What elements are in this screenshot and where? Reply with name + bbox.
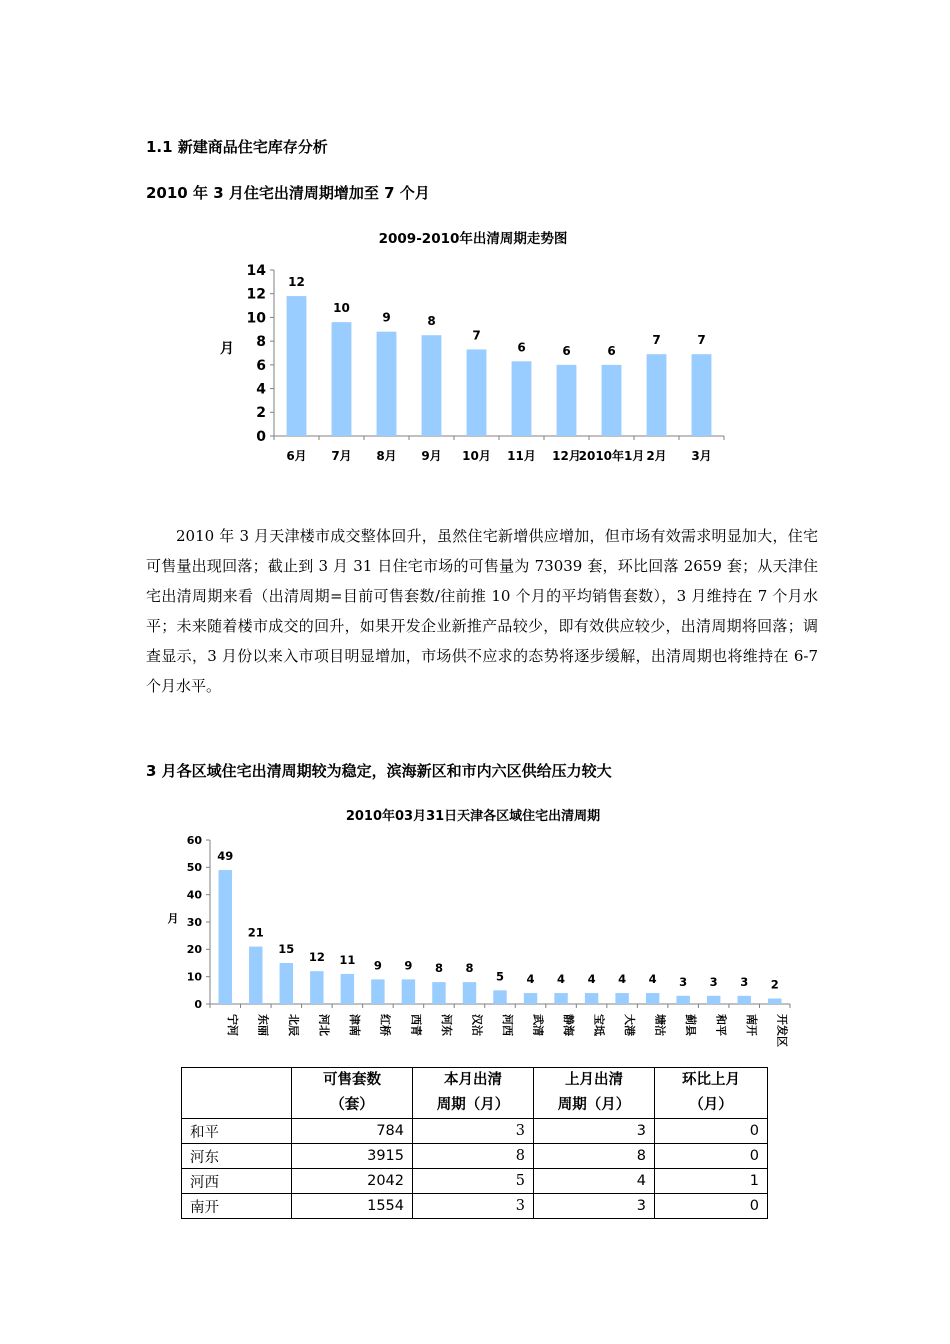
bar bbox=[280, 963, 293, 1004]
table-header-row bbox=[182, 1068, 768, 1119]
cell-district: 河东 bbox=[182, 1144, 292, 1169]
paragraph-text: 2010 年 3 月天津楼市成交整体回升，虽然住宅新增供应增加，但市场有效需求明显加大，住宅可售量出现回落；截止到 3 月 31 日住宅市场的可售量为 73039 套，环比回落 2659 套；从天津住宅出清周期来看（出清周期=目前可售套数/往前推 10 个月的平均销售套数），3 月维持在 7 个月水平；未来随着楼市成交的回升，如果开发企业新推产品较少，即有效供应较少，出清周期将回落；调查显示，3 月份以来入市项目明显增加，市场供不应求的态势将逐步缓解，出清周期也将维持在 6-7 个月水平。 bbox=[146, 527, 818, 695]
bar bbox=[554, 993, 567, 1004]
x-tick-label: 红桥 bbox=[378, 1014, 392, 1036]
header-last-month bbox=[534, 1068, 655, 1119]
bar bbox=[402, 979, 415, 1004]
x-tick-label: 11月 bbox=[507, 449, 536, 463]
bar bbox=[647, 354, 667, 436]
x-tick-label: 宝坻 bbox=[592, 1014, 606, 1036]
x-tick-label: 2月 bbox=[646, 449, 667, 463]
cell-available: 3915 bbox=[292, 1144, 413, 1169]
x-tick-label: 2010年1月 bbox=[578, 449, 645, 463]
bar bbox=[557, 365, 577, 436]
bar bbox=[332, 322, 352, 436]
data-label: 49 bbox=[217, 849, 234, 864]
bar bbox=[341, 974, 354, 1004]
cell-this-month: 8 bbox=[413, 1144, 534, 1169]
cell-mom: 0 bbox=[655, 1194, 768, 1219]
y-tick-label: 50 bbox=[186, 861, 202, 875]
data-label: 4 bbox=[526, 972, 535, 987]
data-label: 12 bbox=[308, 950, 325, 965]
chart-title: 2010年03月31日天津各区域住宅出清周期 bbox=[345, 809, 601, 824]
x-tick-label: 7月 bbox=[331, 449, 352, 463]
x-tick-label: 12月 bbox=[552, 449, 581, 463]
bar bbox=[602, 365, 622, 436]
header-line: 周期（月） bbox=[436, 1097, 510, 1113]
data-label: 4 bbox=[618, 972, 627, 987]
bar bbox=[768, 999, 781, 1004]
trend-chart bbox=[200, 222, 740, 477]
header-line: 可售套数 bbox=[323, 1072, 381, 1088]
cell-mom: 0 bbox=[655, 1144, 768, 1169]
y-tick-label: 4 bbox=[256, 381, 266, 398]
table-row bbox=[182, 1194, 768, 1219]
cell-last-month: 8 bbox=[534, 1144, 655, 1169]
bar bbox=[377, 332, 397, 436]
x-tick-label: 宁河 bbox=[226, 1014, 240, 1036]
x-tick-label: 河北 bbox=[317, 1014, 331, 1036]
header-line: （套） bbox=[330, 1097, 374, 1113]
table-row bbox=[182, 1119, 768, 1144]
cell-mom: 0 bbox=[655, 1119, 768, 1144]
data-label: 12 bbox=[288, 275, 305, 290]
bar bbox=[615, 993, 628, 1004]
data-label: 10 bbox=[333, 301, 350, 316]
x-tick-label: 东丽 bbox=[256, 1014, 270, 1036]
x-tick-label: 开发区 bbox=[775, 1014, 789, 1047]
y-tick-label: 10 bbox=[186, 970, 202, 984]
data-label: 6 bbox=[607, 343, 616, 358]
header-line: 上月出清 bbox=[565, 1072, 623, 1088]
data-label: 9 bbox=[382, 310, 391, 325]
y-tick-label: 20 bbox=[186, 943, 202, 957]
header-this-month bbox=[413, 1068, 534, 1119]
x-tick-label: 北辰 bbox=[287, 1014, 301, 1036]
header-mom bbox=[655, 1068, 768, 1119]
data-label: 15 bbox=[278, 942, 295, 956]
data-label: 7 bbox=[697, 333, 706, 348]
header-line: 周期（月） bbox=[557, 1097, 631, 1113]
cell-available: 1554 bbox=[292, 1194, 413, 1219]
data-label: 7 bbox=[652, 333, 661, 348]
data-label: 6 bbox=[517, 340, 526, 355]
y-tick-label: 12 bbox=[246, 286, 266, 303]
x-tick-label: 6月 bbox=[286, 449, 307, 463]
x-tick-label: 静海 bbox=[561, 1014, 575, 1036]
bar bbox=[524, 993, 537, 1004]
x-tick-label: 大港 bbox=[622, 1014, 636, 1036]
x-tick-label: 河东 bbox=[439, 1014, 453, 1036]
heading-clearance-period: 2010 年 3 月住宅出清周期增加至 7 个月 bbox=[146, 184, 430, 202]
cell-mom: 1 bbox=[655, 1169, 768, 1194]
data-label: 21 bbox=[247, 925, 264, 940]
y-axis-label: 月 bbox=[167, 912, 179, 925]
bar bbox=[467, 349, 487, 436]
data-label: 4 bbox=[648, 972, 657, 987]
data-label: 7 bbox=[472, 328, 481, 343]
cell-available: 2042 bbox=[292, 1169, 413, 1194]
analysis-paragraph bbox=[146, 521, 818, 701]
y-tick-label: 6 bbox=[256, 357, 266, 374]
y-tick-label: 40 bbox=[186, 888, 202, 902]
section-title: 1.1 新建商品住宅库存分析 bbox=[146, 138, 328, 156]
x-tick-label: 10月 bbox=[462, 449, 491, 463]
bar bbox=[737, 996, 750, 1004]
bar bbox=[585, 993, 598, 1004]
y-tick-label: 14 bbox=[246, 262, 266, 279]
data-label: 2 bbox=[770, 977, 779, 992]
bar bbox=[249, 947, 262, 1004]
cell-this-month: 5 bbox=[413, 1169, 534, 1194]
y-tick-label: 60 bbox=[186, 833, 202, 847]
bar bbox=[493, 990, 506, 1004]
header-blank bbox=[182, 1068, 292, 1119]
x-tick-label: 河西 bbox=[500, 1014, 514, 1036]
data-label: 9 bbox=[373, 958, 382, 973]
data-label: 3 bbox=[709, 974, 718, 989]
bar bbox=[646, 993, 659, 1004]
data-label: 4 bbox=[557, 972, 566, 987]
table-row bbox=[182, 1144, 768, 1169]
header-available bbox=[292, 1068, 413, 1119]
district-chart bbox=[160, 800, 800, 1062]
x-tick-label: 3月 bbox=[691, 449, 712, 463]
x-tick-label: 蓟县 bbox=[684, 1014, 698, 1036]
y-tick-label: 0 bbox=[256, 428, 266, 445]
cell-available: 784 bbox=[292, 1119, 413, 1144]
header-line: 本月出清 bbox=[444, 1072, 502, 1088]
data-label: 8 bbox=[427, 314, 436, 329]
y-tick-label: 8 bbox=[256, 334, 266, 351]
data-label: 11 bbox=[339, 952, 356, 967]
bar bbox=[463, 982, 476, 1004]
x-tick-label: 8月 bbox=[376, 449, 397, 463]
x-tick-label: 武清 bbox=[531, 1014, 545, 1036]
y-tick-label: 10 bbox=[246, 310, 266, 327]
cell-last-month: 4 bbox=[534, 1169, 655, 1194]
x-tick-label: 塘沽 bbox=[653, 1014, 667, 1036]
cell-this-month: 3 bbox=[413, 1119, 534, 1144]
bar bbox=[422, 335, 442, 436]
bar bbox=[219, 870, 232, 1004]
header-line: （月） bbox=[689, 1097, 733, 1113]
bar bbox=[287, 296, 307, 436]
x-tick-label: 汉沽 bbox=[470, 1014, 484, 1036]
chart-title: 2009-2010年出清周期走势图 bbox=[378, 231, 568, 247]
x-tick-label: 和平 bbox=[714, 1014, 728, 1036]
y-axis-label: 月 bbox=[220, 341, 234, 357]
data-label: 8 bbox=[434, 961, 443, 976]
data-label: 6 bbox=[562, 343, 571, 358]
header-line: 环比上月 bbox=[682, 1072, 740, 1088]
data-label: 8 bbox=[465, 961, 474, 976]
x-tick-label: 西青 bbox=[409, 1014, 423, 1036]
bar bbox=[512, 361, 532, 436]
bar bbox=[692, 354, 712, 436]
data-label: 3 bbox=[679, 974, 688, 989]
cell-this-month: 3 bbox=[413, 1194, 534, 1219]
bar bbox=[676, 996, 689, 1004]
data-label: 4 bbox=[587, 972, 596, 987]
x-tick-label: 9月 bbox=[421, 449, 442, 463]
cell-district: 南开 bbox=[182, 1194, 292, 1219]
district-table bbox=[181, 1067, 768, 1219]
table-row bbox=[182, 1169, 768, 1194]
cell-district: 和平 bbox=[182, 1119, 292, 1144]
x-tick-label: 津南 bbox=[348, 1014, 362, 1036]
data-label: 5 bbox=[495, 969, 505, 984]
bar bbox=[432, 982, 445, 1004]
y-tick-label: 2 bbox=[256, 405, 266, 422]
heading-district: 3 月各区域住宅出清周期较为稳定，滨海新区和市内六区供给压力较大 bbox=[146, 762, 612, 780]
cell-district: 河西 bbox=[182, 1169, 292, 1194]
data-label: 9 bbox=[404, 958, 413, 973]
cell-last-month: 3 bbox=[534, 1194, 655, 1219]
x-tick-label: 南开 bbox=[745, 1014, 759, 1036]
y-tick-label: 30 bbox=[186, 915, 202, 929]
bar bbox=[310, 971, 323, 1004]
bar bbox=[707, 996, 720, 1004]
cell-last-month: 3 bbox=[534, 1119, 655, 1144]
bar bbox=[371, 979, 384, 1004]
data-label: 3 bbox=[740, 974, 749, 989]
y-tick-label: 0 bbox=[194, 997, 202, 1011]
